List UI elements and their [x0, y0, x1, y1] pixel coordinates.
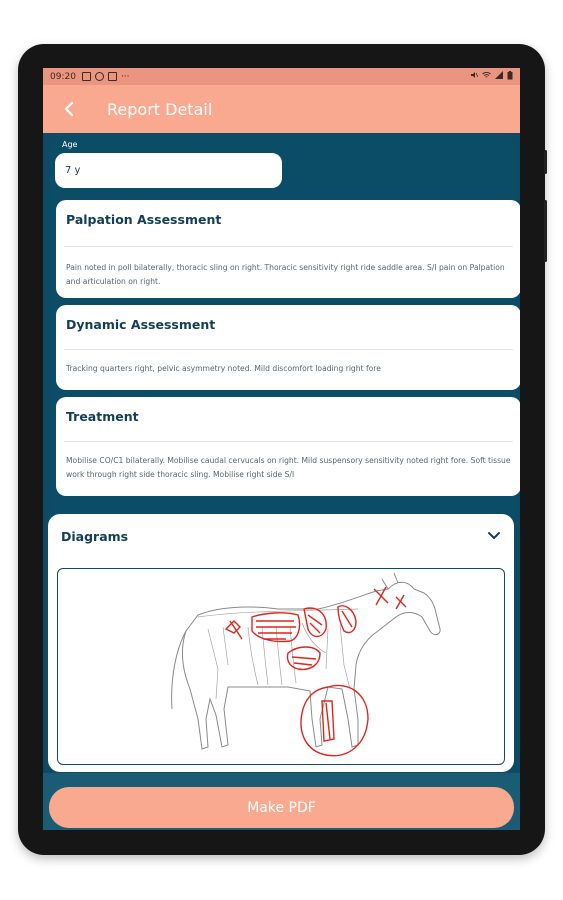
- report-panel: [50, 133, 518, 519]
- image-notification-icon: [82, 72, 91, 81]
- app-screen: [43, 68, 520, 830]
- card-body: Pain noted in poll bilaterally, thoracic sling on right. Thoracic sensitivity right ride saddle area. S/I pain on Palpation and articulation on right.: [66, 263, 505, 286]
- diagrams-header[interactable]: [48, 514, 514, 558]
- diagrams-card: [48, 514, 514, 772]
- battery-icon: [507, 71, 513, 83]
- app-bar: [43, 85, 520, 133]
- card-body: Mobilise CO/C1 bilaterally. Mobilise caudal cervucals on right. Mild suspensory sensitivity noted right fore. Soft tissue work through right side thoracic sling. Mobilise right side S/I: [66, 456, 511, 479]
- card-title: Treatment: [66, 409, 139, 424]
- wifi-icon: [482, 71, 491, 82]
- dynamic-assessment-card: [56, 305, 520, 390]
- horse-outline: [172, 573, 440, 749]
- mute-icon: [470, 71, 478, 82]
- status-time: 09:20: [50, 71, 76, 82]
- whatsapp-icon: [95, 72, 104, 81]
- horse-skeleton-diagram: [58, 569, 503, 763]
- page-title: Report Detail: [107, 99, 213, 119]
- signal-icon: [495, 71, 503, 82]
- age-label: Age: [62, 140, 78, 149]
- report-content: [43, 133, 520, 830]
- palpation-assessment-card: [56, 200, 520, 298]
- status-bar: [43, 68, 520, 85]
- card-title: Dynamic Assessment: [66, 317, 216, 332]
- diagram-frame: [57, 568, 505, 765]
- card-body: Tracking quarters right, pelvic asymmetry noted. Mild discomfort loading right fore: [66, 364, 381, 373]
- back-arrow-icon[interactable]: [51, 91, 87, 127]
- make-pdf-button[interactable]: Make PDF: [49, 787, 514, 828]
- play-store-icon: [108, 72, 117, 81]
- more-notifications-icon: ···: [120, 71, 130, 82]
- diagrams-title: Diagrams: [61, 528, 129, 544]
- tablet-side-button: [544, 150, 547, 174]
- chevron-down-icon[interactable]: [487, 531, 501, 541]
- age-field[interactable]: 7 y: [55, 153, 282, 188]
- treatment-card: [56, 397, 520, 496]
- tablet-side-button: [544, 200, 547, 262]
- card-title: Palpation Assessment: [66, 212, 222, 227]
